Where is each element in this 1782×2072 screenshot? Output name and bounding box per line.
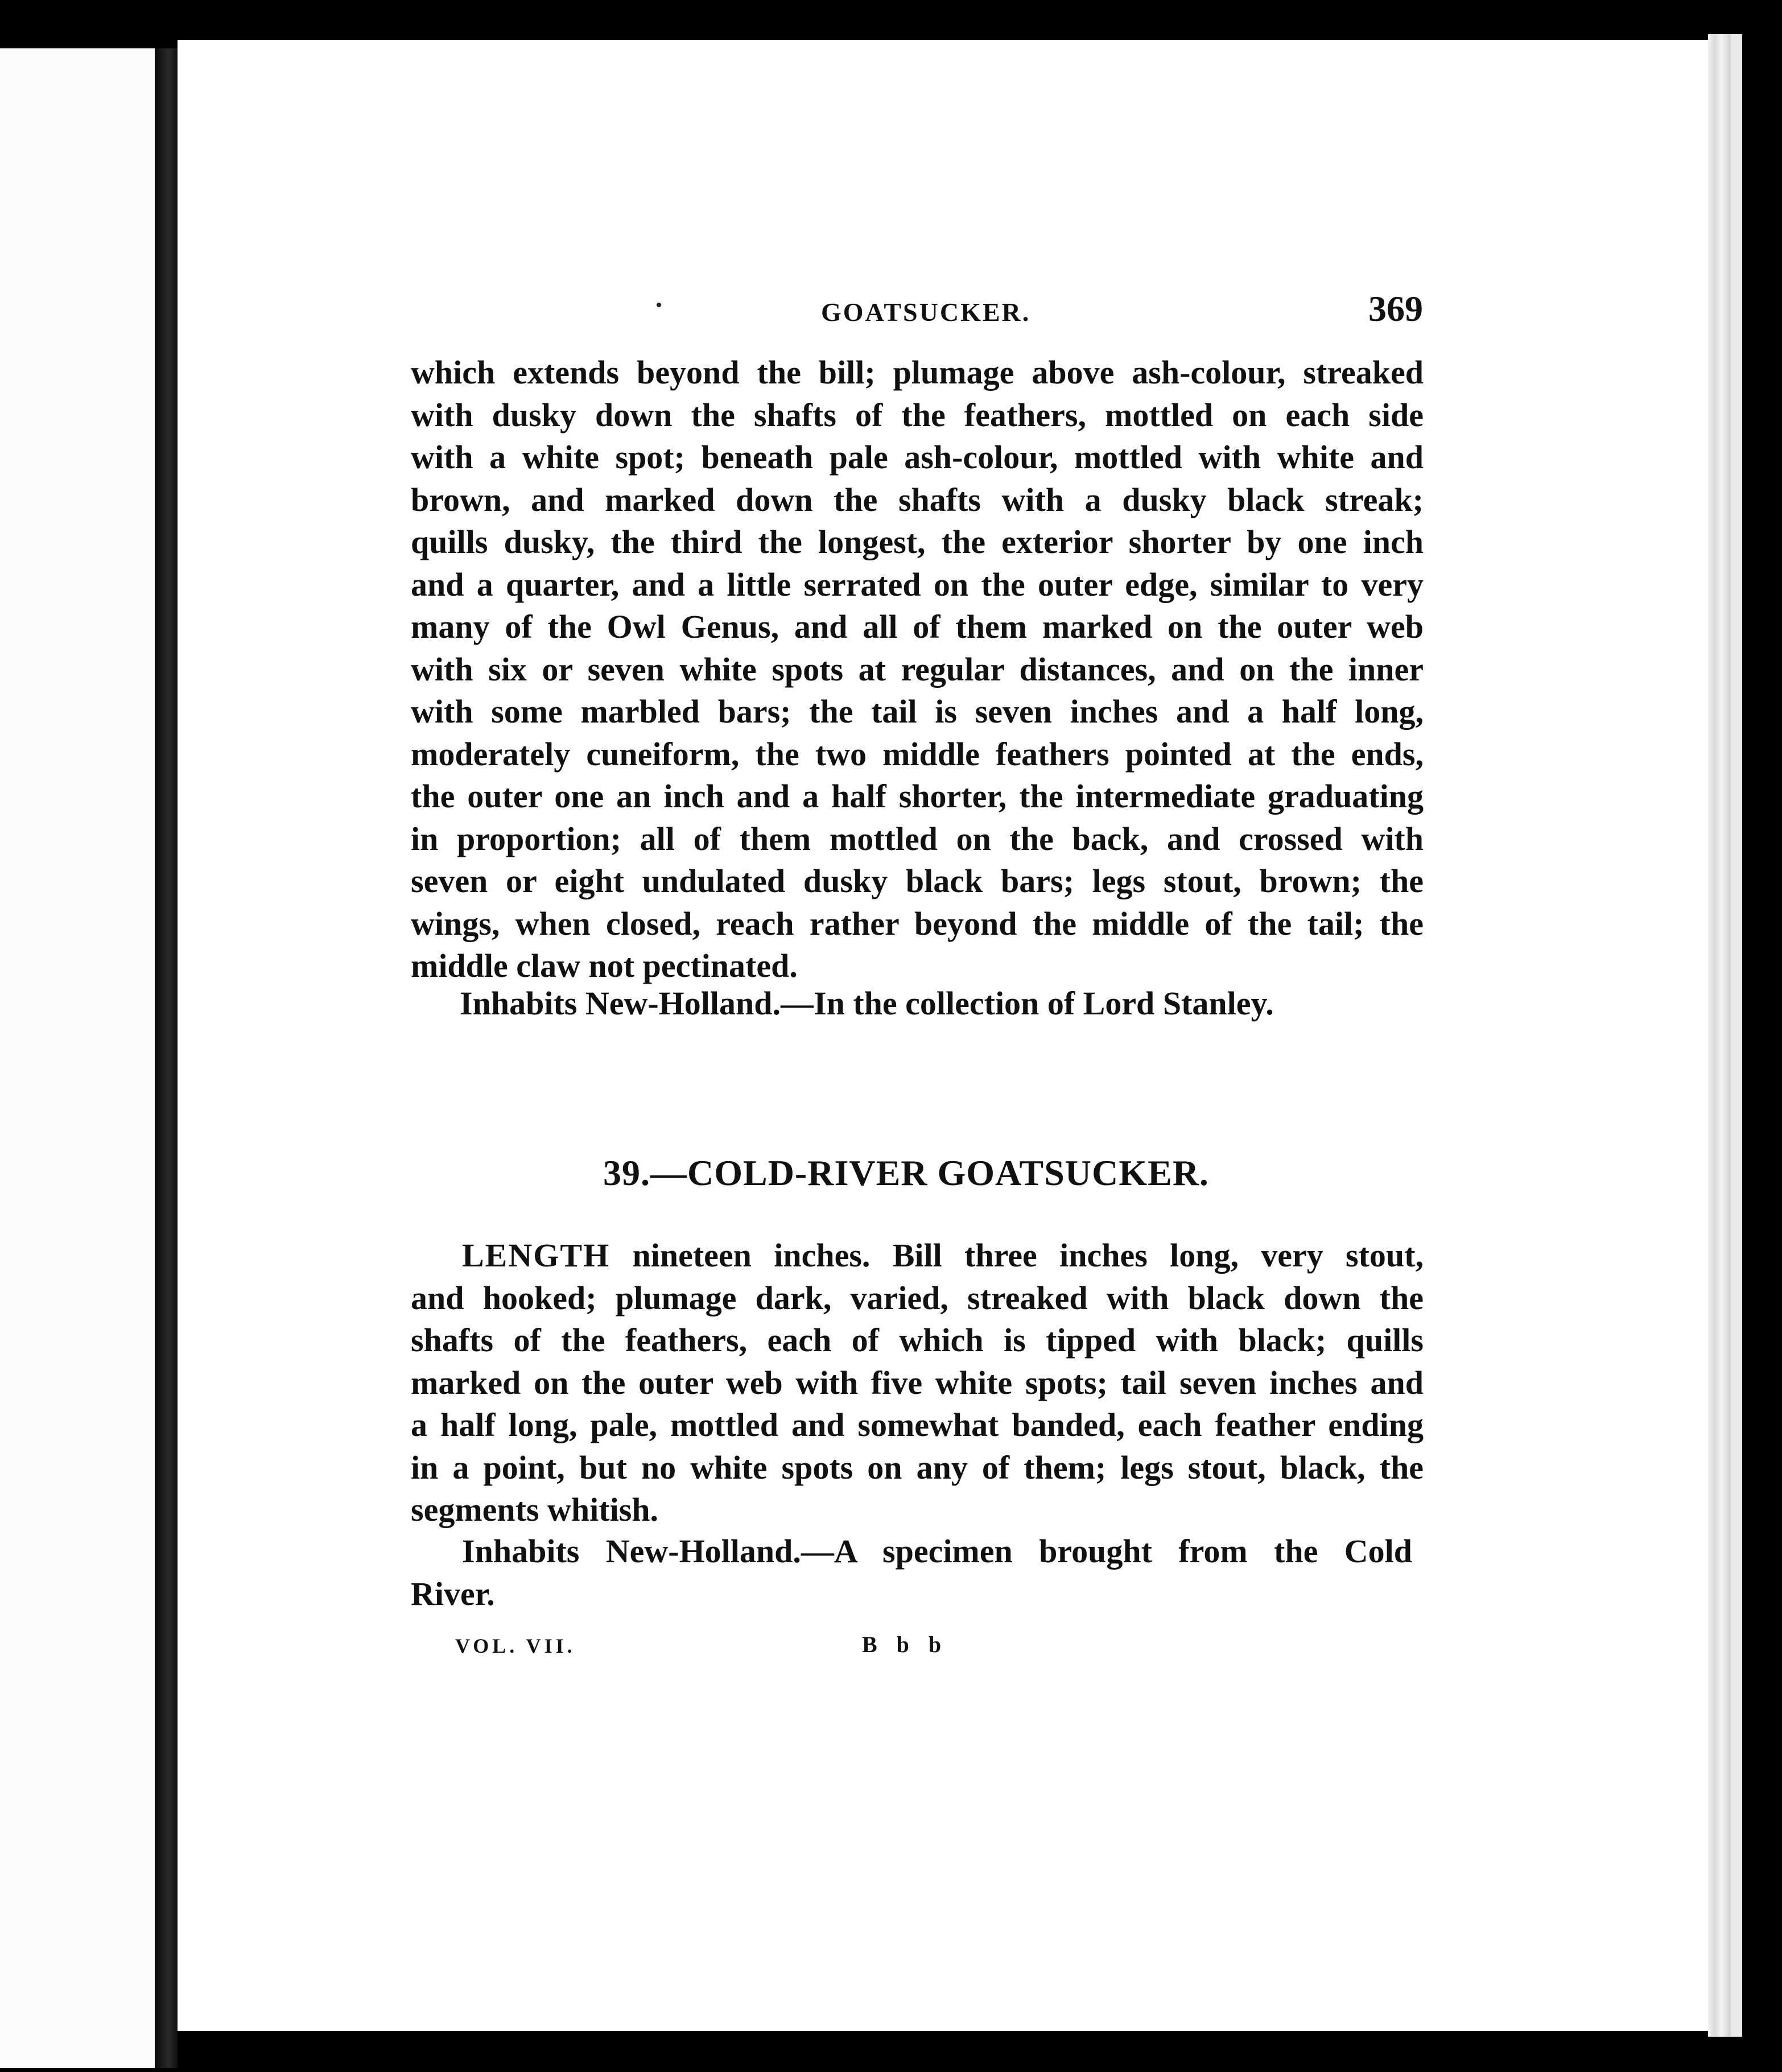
text-line-first	[411, 1235, 1424, 1277]
text-line: in proportion; all of them mottled on the back, and crossed with	[411, 820, 1424, 857]
text-line: a half long, pale, mottled and somewhat banded, each feather ending	[411, 1406, 1424, 1443]
text-line: River.	[411, 1575, 495, 1612]
habitat-note	[411, 1530, 1412, 1615]
book-page	[178, 40, 1708, 2031]
text-line: in a point, but no white spots on any of them; legs stout, black, the	[411, 1448, 1424, 1486]
text-line: quills dusky, the third the longest, the exterior shorter by one inch	[411, 523, 1424, 560]
text-line: which extends beyond the bill; plumage above ash-colour, streaked	[411, 354, 1424, 391]
text-line: the outer one an inch and a half shorter, the intermediate graduating	[411, 778, 1424, 815]
page-stack-edge-outer	[1731, 34, 1742, 2037]
text-line: and hooked; plumage dark, varied, streaked with black down the	[411, 1279, 1424, 1316]
text-line: moderately cuneiform, the two middle feathers pointed at the ends,	[411, 735, 1424, 773]
text-line: shafts of the feathers, each of which is tipped with black; quills	[411, 1322, 1424, 1359]
page-number: 369	[1368, 288, 1423, 329]
text-line: segments whitish.	[411, 1491, 659, 1528]
lead-word: LENGTH	[462, 1237, 610, 1274]
printer-mark	[657, 303, 661, 307]
habitat-note: Inhabits New-Holland.—In the collection of Lord Stanley.	[460, 985, 1274, 1022]
text-line: middle claw not pectinated.	[411, 947, 798, 984]
text-line: with some marbled bars; the tail is seven inches and a half long,	[411, 693, 1424, 730]
previous-page-edge	[0, 48, 155, 2068]
volume-mark: VOL. VII.	[455, 1635, 576, 1657]
entry-continued-text	[411, 352, 1424, 988]
text-line: Inhabits New-Holland.—A specimen brought from the Cold	[462, 1533, 1412, 1570]
section-heading: 39.—COLD-RIVER GOATSUCKER.	[603, 1153, 1209, 1193]
text-line: with dusky down the shafts of the feathers, mottled on each side	[411, 396, 1424, 434]
signature-mark: B b b	[862, 1632, 948, 1657]
running-head: GOATSUCKER.	[821, 298, 1031, 327]
first-line-rest: nineteen inches. Bill three inches long, very stout,	[632, 1237, 1424, 1274]
page-stack-edge	[1708, 34, 1731, 2037]
text-line: and a quarter, and a little serrated on the outer edge, similar to very	[411, 566, 1424, 603]
entry-39-text	[411, 1235, 1424, 1532]
text-line: wings, when closed, reach rather beyond the middle of the tail; the	[411, 905, 1424, 942]
book-spine	[155, 48, 178, 2068]
text-line: with six or seven white spots at regular distances, and on the inner	[411, 650, 1424, 688]
text-line: seven or eight undulated dusky black bars; legs stout, brown; the	[411, 862, 1424, 899]
text-line: with a white spot; beneath pale ash-colour, mottled with white and	[411, 439, 1424, 476]
text-line: many of the Owl Genus, and all of them marked on the outer web	[411, 608, 1424, 645]
text-line: marked on the outer web with five white spots; tail seven inches and	[411, 1364, 1424, 1401]
text-line: brown, and marked down the shafts with a dusky black streak;	[411, 481, 1424, 518]
